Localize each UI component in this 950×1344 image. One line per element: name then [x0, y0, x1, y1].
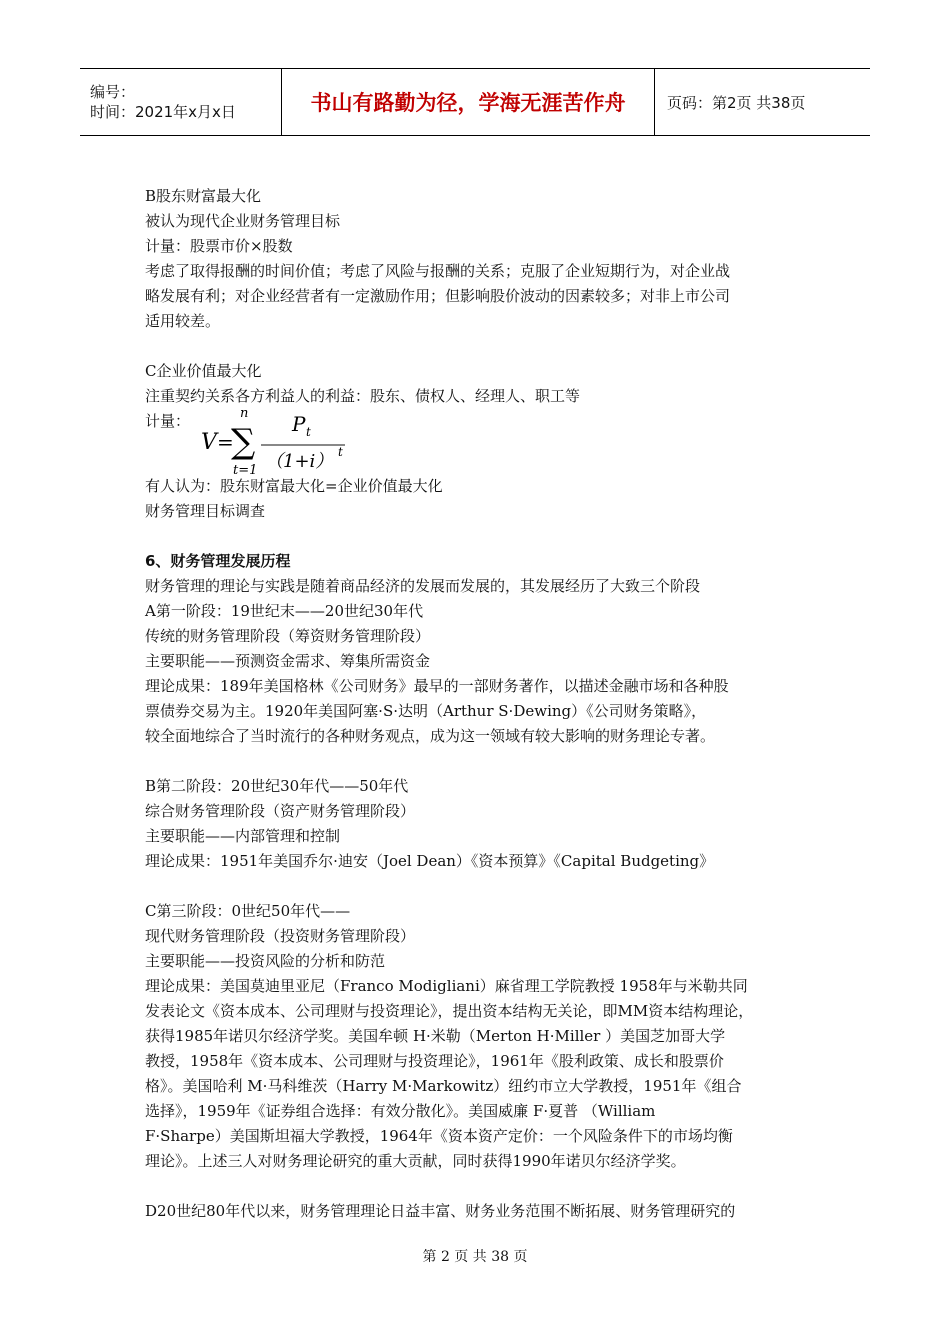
stage-b-title: B第二阶段：20世纪30年代——50年代	[145, 777, 409, 795]
stage-c-result-line: 教授，1958年《资本成本、公司理财与投资理论》，1961年《股利政策、成长和股票价	[145, 1052, 724, 1070]
section-b-analysis-line: 略发展有利；对企业经营者有一定激励作用；但影响股价波动的因素较多；对非上市公司	[145, 287, 731, 305]
formula-calc-label: 计量：	[145, 412, 191, 430]
formula-lower-limit: t=1	[233, 463, 258, 478]
stage-b-duty: 主要职能——内部管理和控制	[145, 827, 341, 845]
header-motto: 书山有路勤为径，学海无涯苦作舟	[282, 69, 655, 136]
stage-b-name: 综合财务管理阶段（资产财务管理阶段）	[145, 802, 416, 820]
header-page-info: 页码：第2页 共38页	[655, 69, 871, 136]
stage-a-result-line: 票债券交易为主。1920年美国阿塞·S·达明（Arthur S·Dewing）《公司财务策略》，	[145, 702, 707, 720]
formula-equals: =	[217, 430, 234, 454]
stage-a-name: 传统的财务管理阶段（筹资财务管理阶段）	[145, 627, 431, 645]
header-time-label: 时间：2021年x月x日	[90, 103, 236, 121]
stage-a-title: A第一阶段：19世纪末——20世纪30年代	[145, 602, 424, 620]
section-b-desc: 被认为现代企业财务管理目标	[145, 212, 341, 230]
value-formula	[195, 399, 355, 479]
stage-c-title: C第三阶段：0世纪50年代——	[145, 902, 351, 920]
section-c-desc: 注重契约关系各方利益人的利益：股东、债权人、经理人、职工等	[145, 387, 581, 405]
section-b-title: B股东财富最大化	[145, 187, 262, 205]
formula-numerator: P	[292, 412, 306, 436]
stage-c-name: 现代财务管理阶段（投资财务管理阶段）	[145, 927, 416, 945]
page-footer: 第 2 页 共 38 页	[422, 1249, 528, 1265]
stage-a-duty: 主要职能——预测资金需求、筹集所需资金	[145, 652, 431, 670]
section-b-analysis-line: 考虑了取得报酬的时间价值；考虑了风险与报酬的关系；克服了企业短期行为，对企业战	[145, 262, 731, 280]
section-6-heading: 6、财务管理发展历程	[145, 552, 291, 570]
section-c-title: C企业价值最大化	[145, 362, 262, 380]
stage-c-result-line: 发表论文《资本成本、公司理财与投资理论》，提出资本结构无关论，即MM资本结构理论，	[145, 1002, 754, 1020]
document-header	[80, 68, 870, 136]
stage-d-title: D20世纪80年代以来，财务管理理论日益丰富、财务业务范围不断拓展、财务管理研究的	[145, 1202, 736, 1220]
stage-c-result-line: 理论成果：美国莫迪里亚尼（Franco Modigliani）麻省理工学院教授 1958年与米勒共同	[145, 977, 748, 995]
section-b-analysis-line: 适用较差。	[145, 312, 221, 330]
header-number-label: 编号：	[90, 83, 136, 101]
stage-c-result-line: 格》。美国哈利 M·马科维茨（Harry M·Markowitz）纽约市立大学教授，1951年《组合	[145, 1077, 742, 1095]
value-formula-block	[145, 406, 825, 478]
stage-c-result-line: 获得1985年诺贝尔经济学奖。美国牟顿 H·米勒（Merton H·Miller ）美国芝加哥大学	[145, 1027, 726, 1045]
stage-b-result: 理论成果：1951年美国乔尔·迪安（Joel Dean）《资本预算》《Capital Budgeting》	[145, 852, 715, 870]
stage-a-result-line: 较全面地综合了当时流行的各种财务观点，成为这一领域有较大影响的财务理论专著。	[145, 727, 716, 745]
stage-c-result-line: 理论》。上述三人对财务理论研究的重大贡献，同时获得1990年诺贝尔经济学奖。	[145, 1152, 686, 1170]
formula-denominator-exponent: t	[338, 445, 343, 459]
formula-upper-limit: n	[240, 406, 249, 421]
stage-c-result-line: 选择》，1959年《证券组合选择：有效分散化》。美国威廉 F·夏普 （William	[145, 1102, 656, 1120]
section-c-note: 有人认为：股东财富最大化=企业价值最大化	[145, 477, 443, 495]
section-c-survey: 财务管理目标调查	[145, 502, 266, 520]
section-6-intro: 财务管理的理论与实践是随着商品经济的发展而发展的，其发展经历了大致三个阶段	[145, 577, 701, 595]
stage-a-result-line: 理论成果：189年美国格林《公司财务》最早的一部财务著作，以描述金融市场和各种股	[145, 677, 729, 695]
stage-c-result-line: F·Sharpe）美国斯坦福大学教授，1964年《资本资产定价：一个风险条件下的市场均衡	[145, 1127, 733, 1145]
formula-sigma: ∑	[231, 422, 256, 462]
formula-denominator: （1+i）	[265, 451, 334, 472]
header-meta-cell	[80, 69, 282, 136]
formula-lhs: V	[201, 430, 217, 455]
stage-c-duty: 主要职能——投资风险的分析和防范	[145, 952, 386, 970]
document-body	[145, 184, 825, 1224]
section-b-calc: 计量：股票市价×股数	[145, 237, 293, 255]
formula-numerator-subscript: t	[306, 425, 311, 439]
